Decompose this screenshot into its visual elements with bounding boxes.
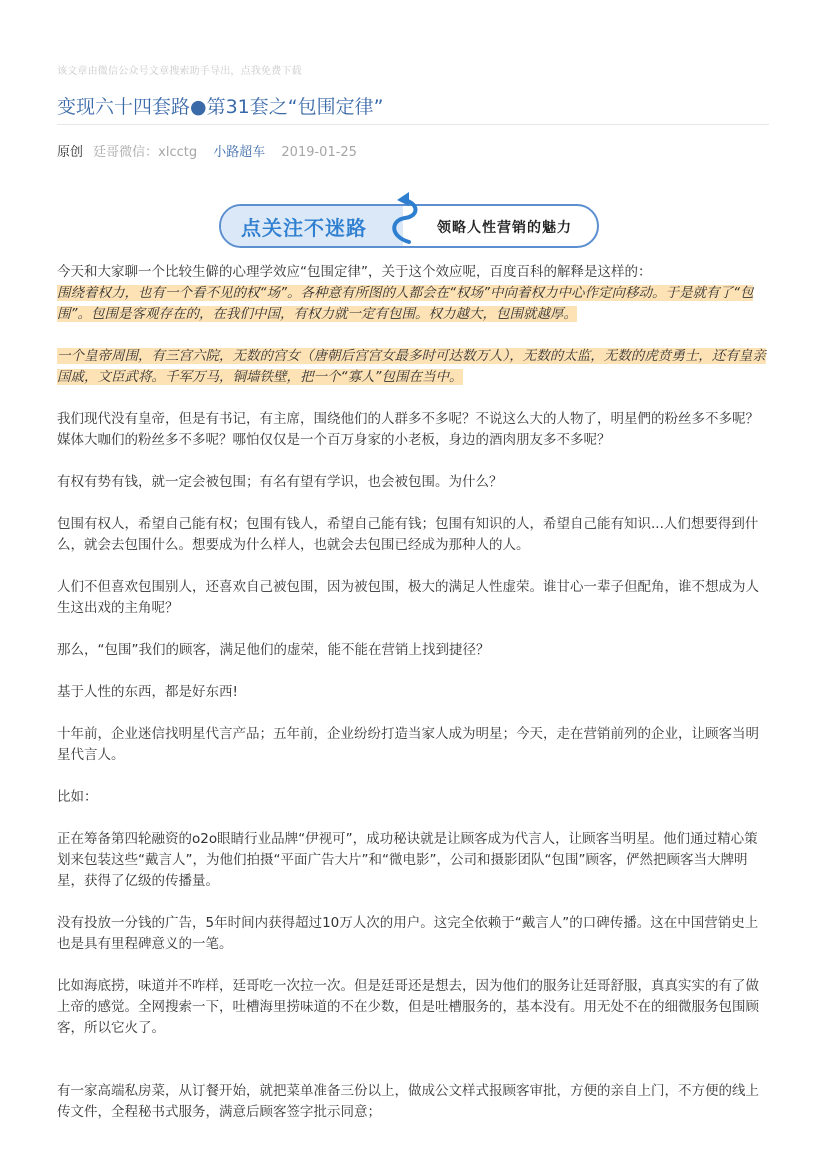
- account-name-link[interactable]: 小路超车: [213, 145, 266, 160]
- paragraph: 包围有权人，希望自己能有权；包围有钱人，希望自己能有钱；包围有知识的人，希望自己能有知识...人们想要得到什么，就会去包围什么。想要成为什么样人，也就会去包围已经成为那种人的人。: [57, 516, 759, 553]
- paragraph: 今天和大家聊一个比较生僻的心理学效应“包围定律”，关于这个效应呢，百度百科的解释是这样的：: [57, 264, 652, 280]
- paragraph: 有权有势有钱，就一定会被包围；有名有望有学识，也会被包围。为什么？: [57, 474, 503, 490]
- paragraph: 正在筹备第四轮融资的o2o眼睛行业品牌“伊视可”，成功秘诀就是让顾客成为代言人，让顾客当明星。他们通过精心策划来包装这些“戴言人”，为他们拍摄“平面广告大片”和“微电影”，公司和摄影团队“包围”顾客，俨然把顾客当大牌明星，获得了亿级的传播量。: [57, 831, 758, 889]
- publish-date: 2019-01-25: [281, 145, 357, 160]
- article-title: 变现六十四套路●第31套之“包围定律”: [57, 96, 384, 118]
- paragraph: 有一家高端私房菜，从订餐开始，就把菜单准备三份以上，做成公文样式报顾客审批，方便的亲自上门，不方便的线上传文件，全程秘书式服务，满意后顾客签字批示同意；: [57, 1083, 759, 1120]
- paragraph: 比如：: [57, 789, 98, 805]
- paragraph: 没有投放一分钱的广告，5年时间内获得超过10万人次的用户。这完全依赖于“戴言人”的口碑传播。这在中国营销史上也是具有里程碑意义的一笔。: [57, 915, 759, 952]
- highlighted-quote: 围绕着权力，也有一个看不见的权“场”。各种意有所图的人都会在“权场”中向着权力中心作定向移动。于是就有了“包围”。包围是客观存在的，在我们中国，有权力就一定有包围。权力越大，包围就越厚。: [57, 285, 754, 322]
- paragraph: 比如海底捞，味道并不咋样，廷哥吃一次拉一次。但是廷哥还是想去，因为他们的服务让廷哥舒服，真真实实的有了做上帝的感觉。全网搜索一下，吐槽海里捞味道的不在少数，但是吐槽服务的，基本没有。用无处不在的细微服务包围顾客，所以它火了。: [57, 978, 759, 1036]
- original-badge: 原创: [57, 145, 84, 160]
- follow-banner: [219, 186, 603, 252]
- paragraph: 基于人性的东西，都是好东西!: [57, 684, 238, 700]
- swirl-arrow-icon: [379, 186, 429, 246]
- title-divider: [57, 124, 769, 125]
- article-meta: [57, 141, 357, 160]
- highlighted-quote: 一个皇帝周围，有三宫六院，无数的宫女（唐朝后宫宫女最多时可达数万人），无数的太监，无数的虎贲勇士，还有皇亲国戚，文臣武将。千军万马，铜墙铁壁，把一个“寡人”包围在当中。: [57, 348, 766, 385]
- paragraph: 我们现代没有皇帝，但是有书记，有主席，围绕他们的人群多不多呢？不说这么大的人物了，明星們的粉丝多不多呢？媒体大咖们的粉丝多不多呢？哪怕仅仅是一个百万身家的小老板，身边的酒肉朋友多不多呢？: [57, 411, 759, 448]
- spacer: [57, 1060, 769, 1081]
- export-note-link[interactable]: 该文章由微信公众号文章搜索助手导出，点我免费下载: [57, 66, 302, 77]
- paragraph: 那么，“包围”我们的顾客，满足他们的虚荣，能不能在营销上找到捷径？: [57, 642, 490, 658]
- banner-left-text: 点关注不迷路: [241, 216, 367, 240]
- author-name: 廷哥微信：xlcctg: [93, 145, 198, 160]
- paragraph: 十年前，企业迷信找明星代言产品；五年前，企业纷纷打造当家人成为明星；今天，走在营销前列的企业，让顾客当明星代言人。: [57, 726, 759, 763]
- banner-right-text: 领略人性营销的魅力: [437, 220, 572, 236]
- article-body: [57, 262, 769, 1144]
- paragraph: 人们不但喜欢包围别人，还喜欢自己被包围，因为被包围，极大的满足人性虚荣。谁甘心一辈子但配角，谁不想成为人生这出戏的主角呢？: [57, 579, 759, 616]
